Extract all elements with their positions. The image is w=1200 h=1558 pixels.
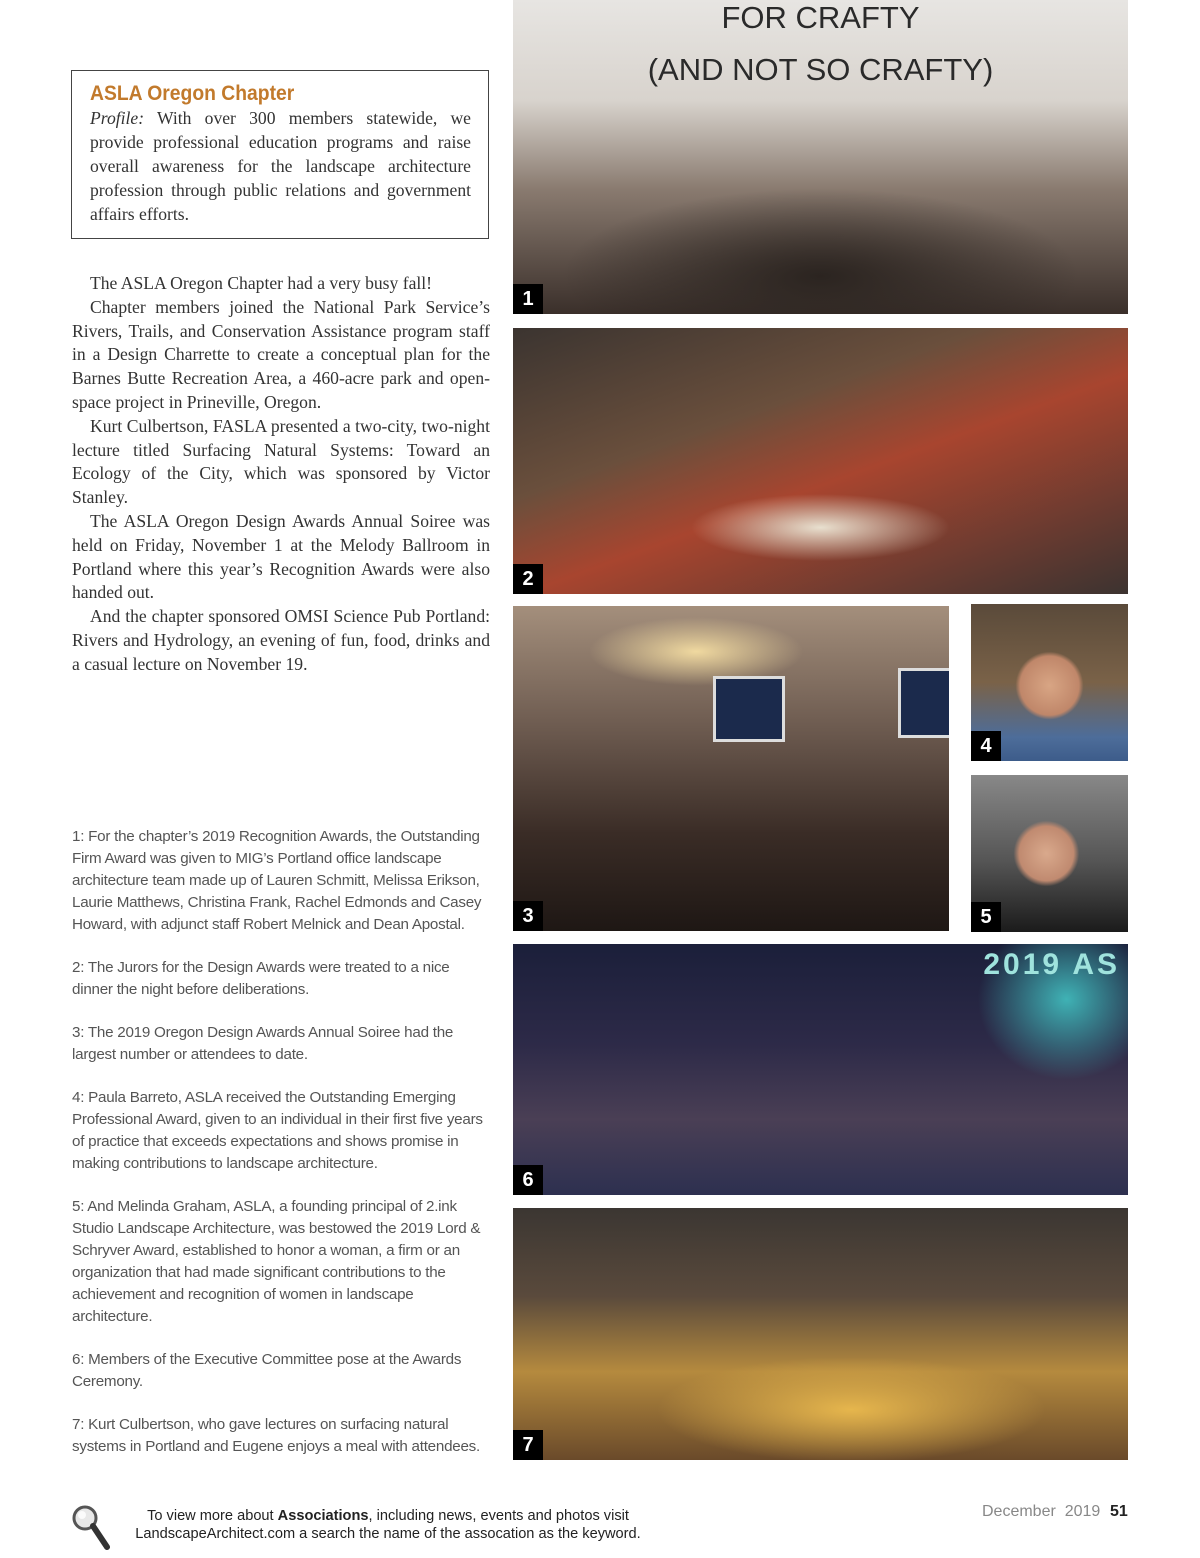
photo-number: 7 [513, 1430, 543, 1460]
photo-1-sign-line-1: FOR CRAFTY [721, 0, 920, 35]
photo-number: 1 [513, 284, 543, 314]
photo-captions [72, 826, 492, 1479]
profile-text [90, 106, 471, 226]
photo-number: 3 [513, 901, 543, 931]
photo-7 [513, 1208, 1128, 1460]
caption: 4: Paula Barreto, ASLA received the Outstanding Emerging Professional Award, given to an individual in their first five years of practice that exceeds expectations and shows promise in making contributions to landscape architecture. [72, 1089, 483, 1172]
article-paragraph: And the chapter sponsored OMSI Science Pub Portland: Rivers and Hydrology, an evening of fun, food, drinks and a casual lecture on November 19. [72, 606, 490, 674]
caption: 3: The 2019 Oregon Design Awards Annual Soiree had the largest number or attendees to date. [72, 1024, 454, 1063]
caption: 2: The Jurors for the Design Awards were treated to a nice dinner the night before deliberations. [72, 959, 450, 998]
photo-number: 2 [513, 564, 543, 594]
footer-line-1 [108, 1507, 668, 1525]
caption: 5: And Melinda Graham, ASLA, a founding principal of 2.ink Studio Landscape Architecture, was bestowed the 2019 Lord & Schryver Award, established to honor a woman, a firm or an organization that had made significant contributions to the achievement and recognition of women in landscape architecture. [72, 1198, 481, 1325]
profile-label: Profile: [90, 108, 145, 128]
profile-box [71, 70, 489, 239]
projection-screen [713, 676, 785, 742]
photo-number: 4 [971, 731, 1001, 761]
photo-4 [971, 604, 1128, 761]
footer-associations-link: Associations [277, 1508, 369, 1524]
footer-line-1-post: , including news, events and photos visit [368, 1508, 629, 1524]
photo-5 [971, 775, 1128, 932]
photo-1-sign-line-2: (AND NOT SO CRAFTY) [647, 52, 994, 87]
article-paragraph: The ASLA Oregon Design Awards Annual Soiree was held on Friday, November 1 at the Melody Ballroom in Portland where this year’s Recognition Awards were also handed out. [72, 510, 490, 603]
issue-date: December 2019 [982, 1503, 1101, 1520]
projection-screen [898, 668, 949, 738]
profile-heading: ASLA Oregon Chapter [90, 82, 295, 105]
caption: 7: Kurt Culbertson, who gave lectures on surfacing natural systems in Portland and Eugene enjoys a meal with attendees. [72, 1416, 480, 1455]
caption: 1: For the chapter’s 2019 Recognition Awards, the Outstanding Firm Award was given to MIG’s Portland office landscape architecture team made up of Lauren Schmitt, Melissa Erikson, Laurie Matthews, Christina Frank, Rachel Edmonds and Casey Howard, with adjunct staff Robert Melnick and Dean Apostal. [72, 828, 482, 933]
photo-6 [513, 944, 1128, 1195]
photo-number: 6 [513, 1165, 543, 1195]
photo-1 [513, 0, 1128, 314]
footer-line-1-pre: To view more about [147, 1508, 278, 1524]
footer-line-2: LandscapeArchitect.com a search the name of the assocation as the keyword. [135, 1526, 641, 1542]
profile-body: With over 300 members statewide, we provide professional education programs and raise overall awareness for the landscape architecture profession through public relations and government affairs efforts. [90, 108, 471, 224]
page-number: 51 [1110, 1503, 1128, 1520]
article-paragraph: Kurt Culbertson, FASLA presented a two-city, two-night lecture titled Surfacing Natural Systems: Toward an Ecology of the City, which was sponsored by Victor Stanley. [72, 415, 490, 508]
article-body [72, 272, 490, 677]
photo-3 [513, 606, 949, 931]
award-banner: 2019 AS [983, 948, 1120, 981]
caption: 6: Members of the Executive Committee pose at the Awards Ceremony. [72, 1351, 462, 1390]
article-paragraph: Chapter members joined the National Park Service’s Rivers, Trails, and Conservation Assistance program staff in a Design Charrette to create a conceptual plan for the Barnes Butte Recreation Area, a 460-acre park and open-space project in Prineville, Oregon. [72, 296, 490, 412]
article-paragraph: The ASLA Oregon Chapter had a very busy fall! [90, 273, 433, 293]
footer-note [108, 1507, 668, 1543]
magnifying-glass-icon [70, 1503, 112, 1551]
photo-2 [513, 328, 1128, 594]
photo-number: 5 [971, 902, 1001, 932]
